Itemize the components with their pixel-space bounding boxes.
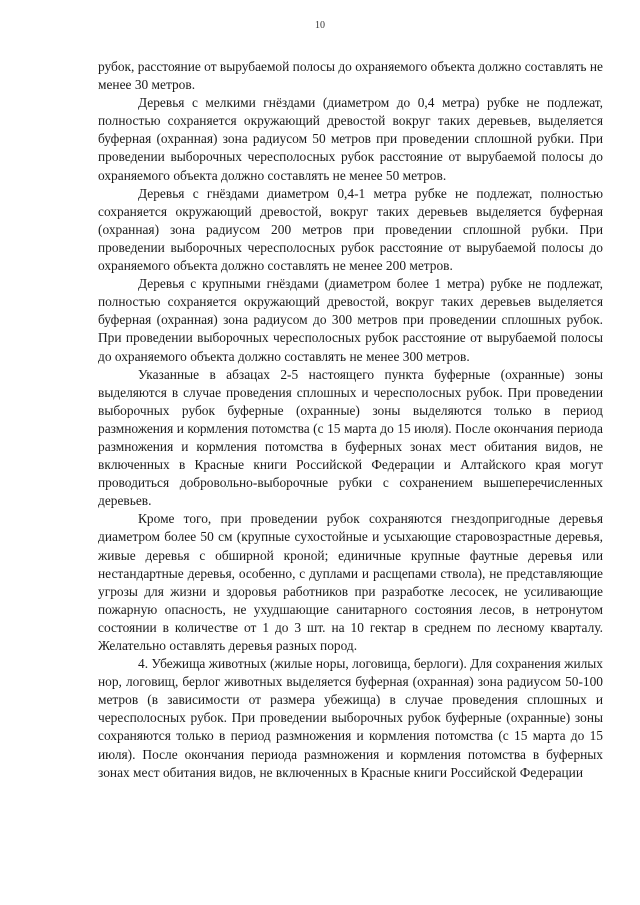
paragraph-animal-shelters: 4. Убежища животных (жилые норы, логовища, берлоги). Для сохранения жилых нор, логовищ, берлог животных выделяется буферная (охранная) зона радиусом 50-100 метров (в зависимости от размера убежища) в случае проведения сплошных и чересполосных рубок. При проведении выборочных рубок буферные (охранные) зоны сохраняются только в период размножения и кормления потомства (с 15 марта до 15 июля). После окончания периода размножения и кормления потомства в буферных зонах мест обитания видов, не включенных в Красные книги Российской Федерации (98, 656, 603, 780)
paragraph-continuation: рубок, расстояние от вырубаемой полосы до охраняемого объекта должно составлять не менее 30 метров. (98, 59, 603, 93)
paragraph-nest-trees: Кроме того, при проведении рубок сохраняются гнездопригодные деревья диаметром более 50 см (крупные сухостойные и усыхающие старовозрастные деревья, живые деревья с обширной кроной; единичные крупные фаутные деревья или нестандартные деревья, особенно, с дуплами и расщепами ствола), не представляющие угрозы для жизни и здоровья работников при разработке лесосек, не усиливающие пожарную опасность, не ухудшающие санитарного состояния лесов, в нетронутом состоянии в количестве от 1 до 3 шт. на 10 гектар в среднем по лесному кварталу. Желательно оставлять деревья разных пород. (98, 511, 603, 653)
paragraph-buffer-zones: Указанные в абзацах 2-5 настоящего пункта буферные (охранные) зоны выделяются в случае проведения сплошных и чересполосных рубок. При проведении выборочных рубок буферные (охранные) зоны выделяются только в период размножения и кормления потомства (с 15 марта до 15 июля). После окончания периода размножения и кормления потомства в буферных зонах мест обитания видов, не включенных в Красные книги Российской Федерации и Алтайского края могут проводиться добровольно-выборочные рубки с сохранением вышеперечисленных деревьев. (98, 366, 603, 509)
paragraph-small-nests: Деревья с мелкими гнёздами (диаметром до 0,4 метра) рубке не подлежат, полностью сохраняется окружающий древостой вокруг таких деревьев, выделяется буферная (охранная) зона радиусом 50 метров при проведении сплошной рубки. При проведении выборочных чересполосных рубок расстояние от вырубаемой полосы до охраняемого объекта должно составлять не менее 50 метров. (98, 95, 603, 183)
document-body (98, 58, 603, 782)
paragraph-large-nests: Деревья с крупными гнёздами (диаметром более 1 метра) рубке не подлежат, полностью сохраняется окружающий древостой, вокруг таких деревьев выделяется буферная (охранная) зона радиусом до 300 метров при проведении сплошных рубок. При проведении выборочных чересполосных рубок расстояние от вырубаемой полосы до охраняемого объекта должно составлять не менее 300 метров. (98, 276, 603, 364)
paragraph-medium-nests: Деревья с гнёздами диаметром 0,4-1 метра рубке не подлежат, полностью сохраняется окружающий древостой, вокруг таких деревьев выделяется буферная (охранная) зона радиусом 200 метров при проведении сплошной рубки. При проведении выборочных чересполосных рубок расстояние от вырубаемой полосы до охраняемого объекта должно составлять не менее 200 метров. (98, 185, 603, 274)
page-number: 10 (315, 20, 325, 31)
